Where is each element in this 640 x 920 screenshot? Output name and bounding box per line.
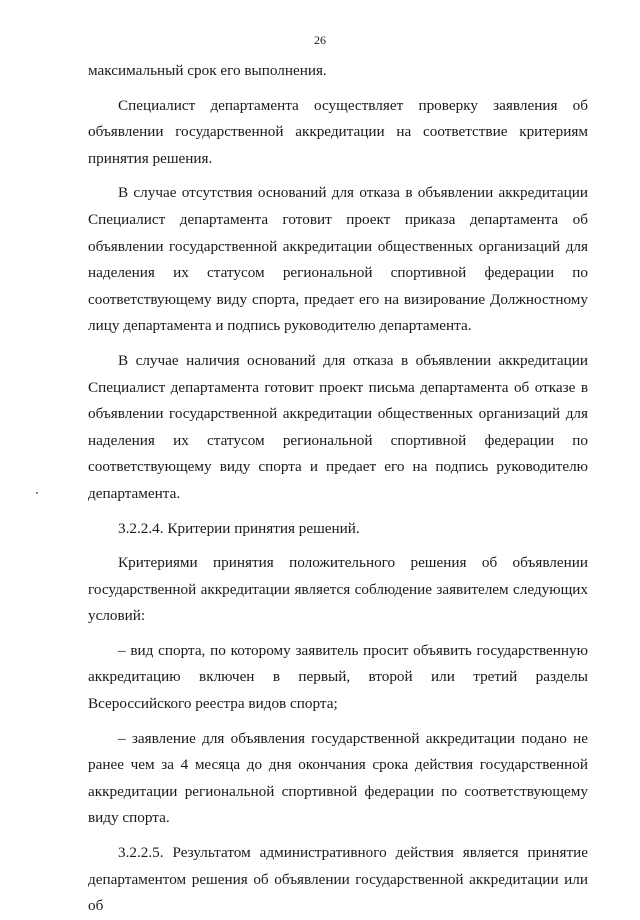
section-heading-3-2-2-4: 3.2.2.4. Критерии принятия решений. xyxy=(118,519,360,537)
paragraph-criteria: Критериями принятия положительного решения об объявлении государственной аккредитации является соблюдение заявителем следующих условий: xyxy=(88,554,588,625)
list-item-application-deadline: – заявление для объявления государственной аккредитации подано не ранее чем за 4 месяца до дня окончания срока действия государственной аккредитации региональной спортивной федерации по соответствующему виду спорта. xyxy=(88,729,588,827)
paragraph-verification: Специалист департамента осуществляет проверку заявления об объявлении государственной аккредитации на соответствие критериям принятия решения. xyxy=(88,96,588,167)
scan-mark xyxy=(36,492,38,494)
paragraph-continuation: максимальный срок его выполнения. xyxy=(88,62,327,79)
document-body xyxy=(88,58,588,920)
paragraph-result-3-2-2-5: 3.2.2.5. Результатом административного действия является принятие департаментом решения об объявлении государственной аккредитации или об xyxy=(88,844,588,915)
paragraph-no-grounds-for-refusal: В случае отсутствия оснований для отказа в объявлении аккредитации Специалист департамента готовит проект приказа департамента об объявлении государственной аккредитации общественных организаций для наделения их статусом региональной спортивной федерации по соответствующему виду спорта, предает его на визирование Должностному лицу департамента и подпись руководителю департамента. xyxy=(88,184,588,335)
page-number: 26 xyxy=(314,33,326,47)
list-item-sport-type: – вид спорта, по которому заявитель просит объявить государственную аккредитацию включен в первый, второй или третий разделы Всероссийского реестра видов спорта; xyxy=(88,641,588,713)
paragraph-grounds-for-refusal: В случае наличия оснований для отказа в объявлении аккредитации Специалист департамента готовит проект письма департамента об отказе в объявлении государственной аккредитации общественных организаций для наделения их статусом региональной спортивной федерации по соответствующему виду спорта и предает его на подпись руководителю департамента. xyxy=(88,351,588,502)
